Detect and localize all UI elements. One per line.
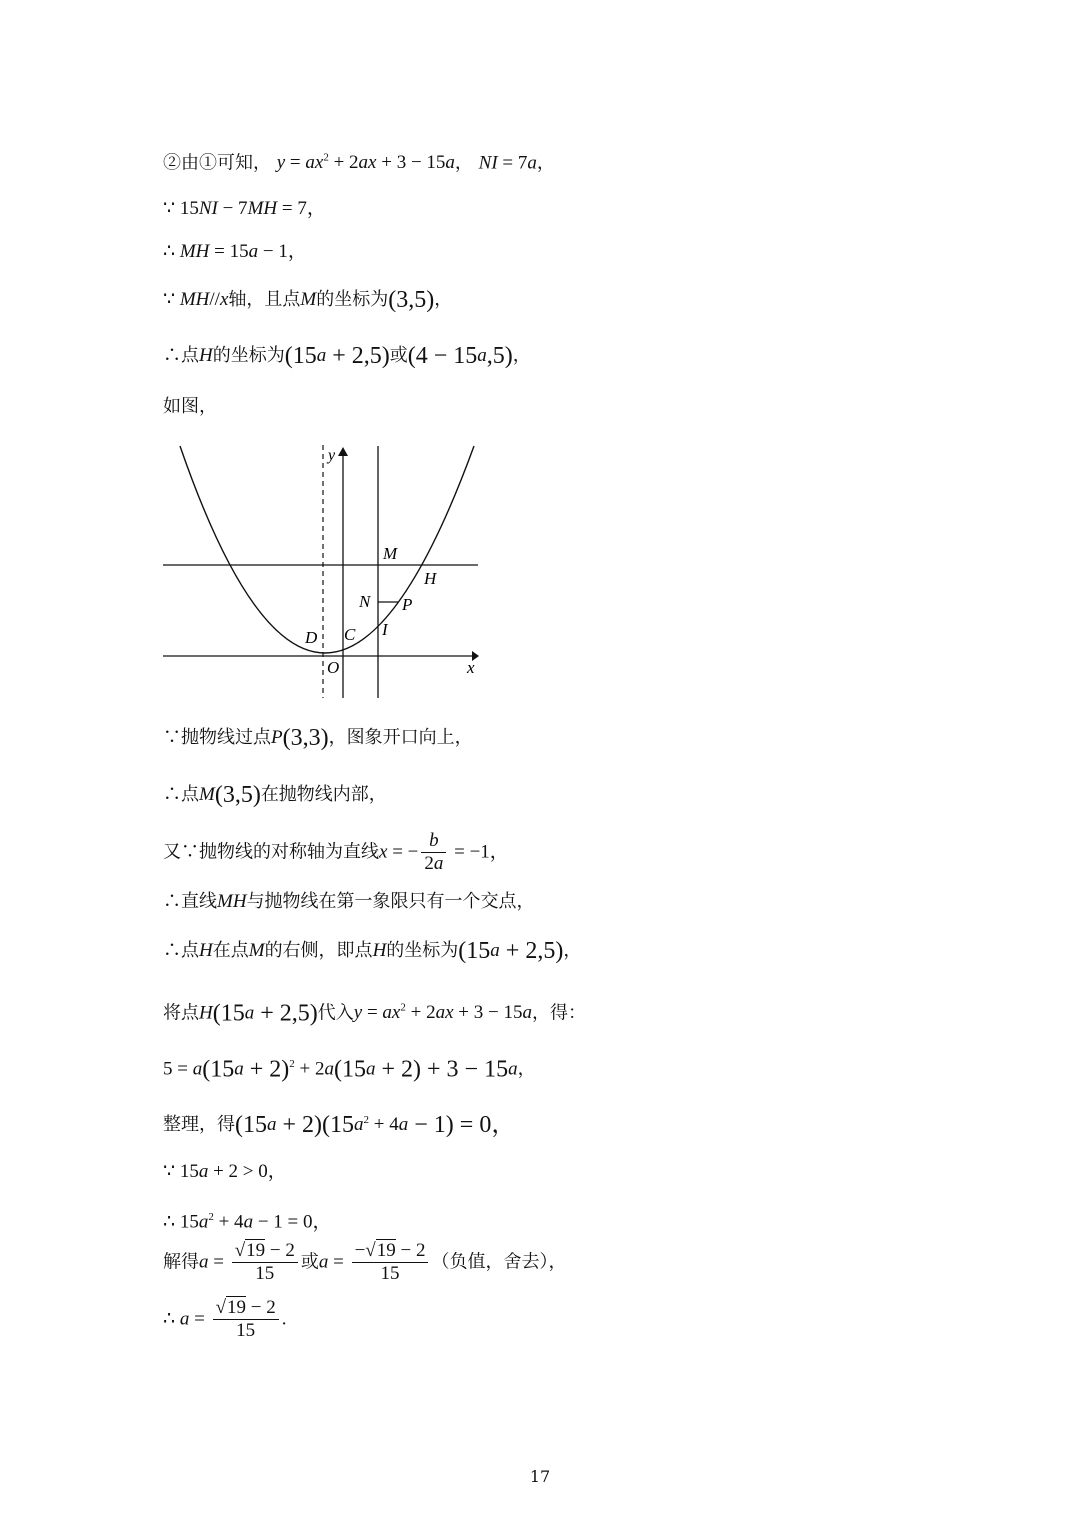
text: ②由①可知， — [163, 152, 271, 174]
line-2: ∵ 15NI − 7MH = 7， — [163, 198, 326, 219]
parabola-curve — [180, 446, 474, 653]
line-4: ∵ MH//x轴，且点M的坐标为(3,5)， — [163, 287, 453, 313]
label-n: N — [359, 592, 371, 611]
line-15: ∵ 15a + 2 > 0， — [163, 1161, 287, 1182]
label-c: C — [344, 625, 356, 644]
line-6: 如图， — [163, 396, 217, 417]
y-axis-arrow — [338, 447, 348, 456]
parabola-figure — [160, 440, 490, 705]
line-5: ∴点H的坐标为(15a + 2,5)或(4 − 15a,5)， — [163, 343, 531, 369]
label-p: P — [402, 595, 413, 614]
line-18: ∴ a = $\frac{√19 - 2}{15}$ . — [163, 1297, 287, 1341]
label-d: D — [305, 628, 318, 647]
page-number: 17 — [529, 1467, 551, 1486]
line-11: ∴点H在点M的右侧，即点H的坐标为(15a + 2,5)， — [163, 938, 582, 964]
label-y: y — [328, 447, 336, 464]
line-3: ∴ MH = 15a − 1， — [163, 241, 307, 262]
formula-parabola: $y = ax^2 + 2ax + 3 - 15a$ — [276, 152, 455, 174]
label-h: H — [424, 569, 437, 588]
line-13: $5 = a(15a + 2)^2 + 2a(15a + 2) + 3 - 15a$， — [163, 1056, 536, 1083]
fraction-positive-root: $\frac{√19 - 2}{15}$ — [232, 1240, 298, 1285]
label-m: M — [383, 544, 398, 563]
line-17: 解得a = $\frac{√19 - 2}{15}$ 或a = $\frac{-√19 - 2}{15}$ （负值，舍去）， — [163, 1240, 567, 1284]
line-8: ∴点M(3,5)在抛物线内部， — [163, 782, 387, 808]
line-10: ∴直线MH与抛物线在第一象限只有一个交点， — [163, 891, 535, 912]
line-1: ②由①可知， $y = ax^2 + 2ax + 3 - 15a$， NI = 7a， — [163, 152, 555, 174]
formula-ni: NI = 7a — [478, 152, 537, 174]
fraction-negative-root: $\frac{-√19 - 2}{15}$ — [352, 1240, 429, 1285]
line-14: 整理，得$(15a + 2)(15a^2 + 4a - 1) = 0$， — [163, 1112, 516, 1138]
line-16: ∴ $15a^2 + 4a - 1 = 0$， — [163, 1211, 332, 1233]
line-12: 将点H(15a + 2,5)代入$y = ax^2 + 2ax + 3 - 15a$，得： — [163, 1000, 586, 1027]
fraction-b-over-2a: $\frac{b}{2a}$ — [421, 830, 446, 875]
line-9: 又∵抛物线的对称轴为直线x = − $\frac{b}{2a}$ = −1， — [163, 830, 509, 874]
fraction-answer: $\frac{√19 - 2}{15}$ — [213, 1297, 279, 1342]
label-i: I — [382, 620, 388, 639]
label-x: x — [467, 658, 475, 677]
line-7: ∵抛物线过点P(3,3)，图象开口向上， — [163, 725, 473, 751]
label-o: O — [327, 658, 340, 677]
